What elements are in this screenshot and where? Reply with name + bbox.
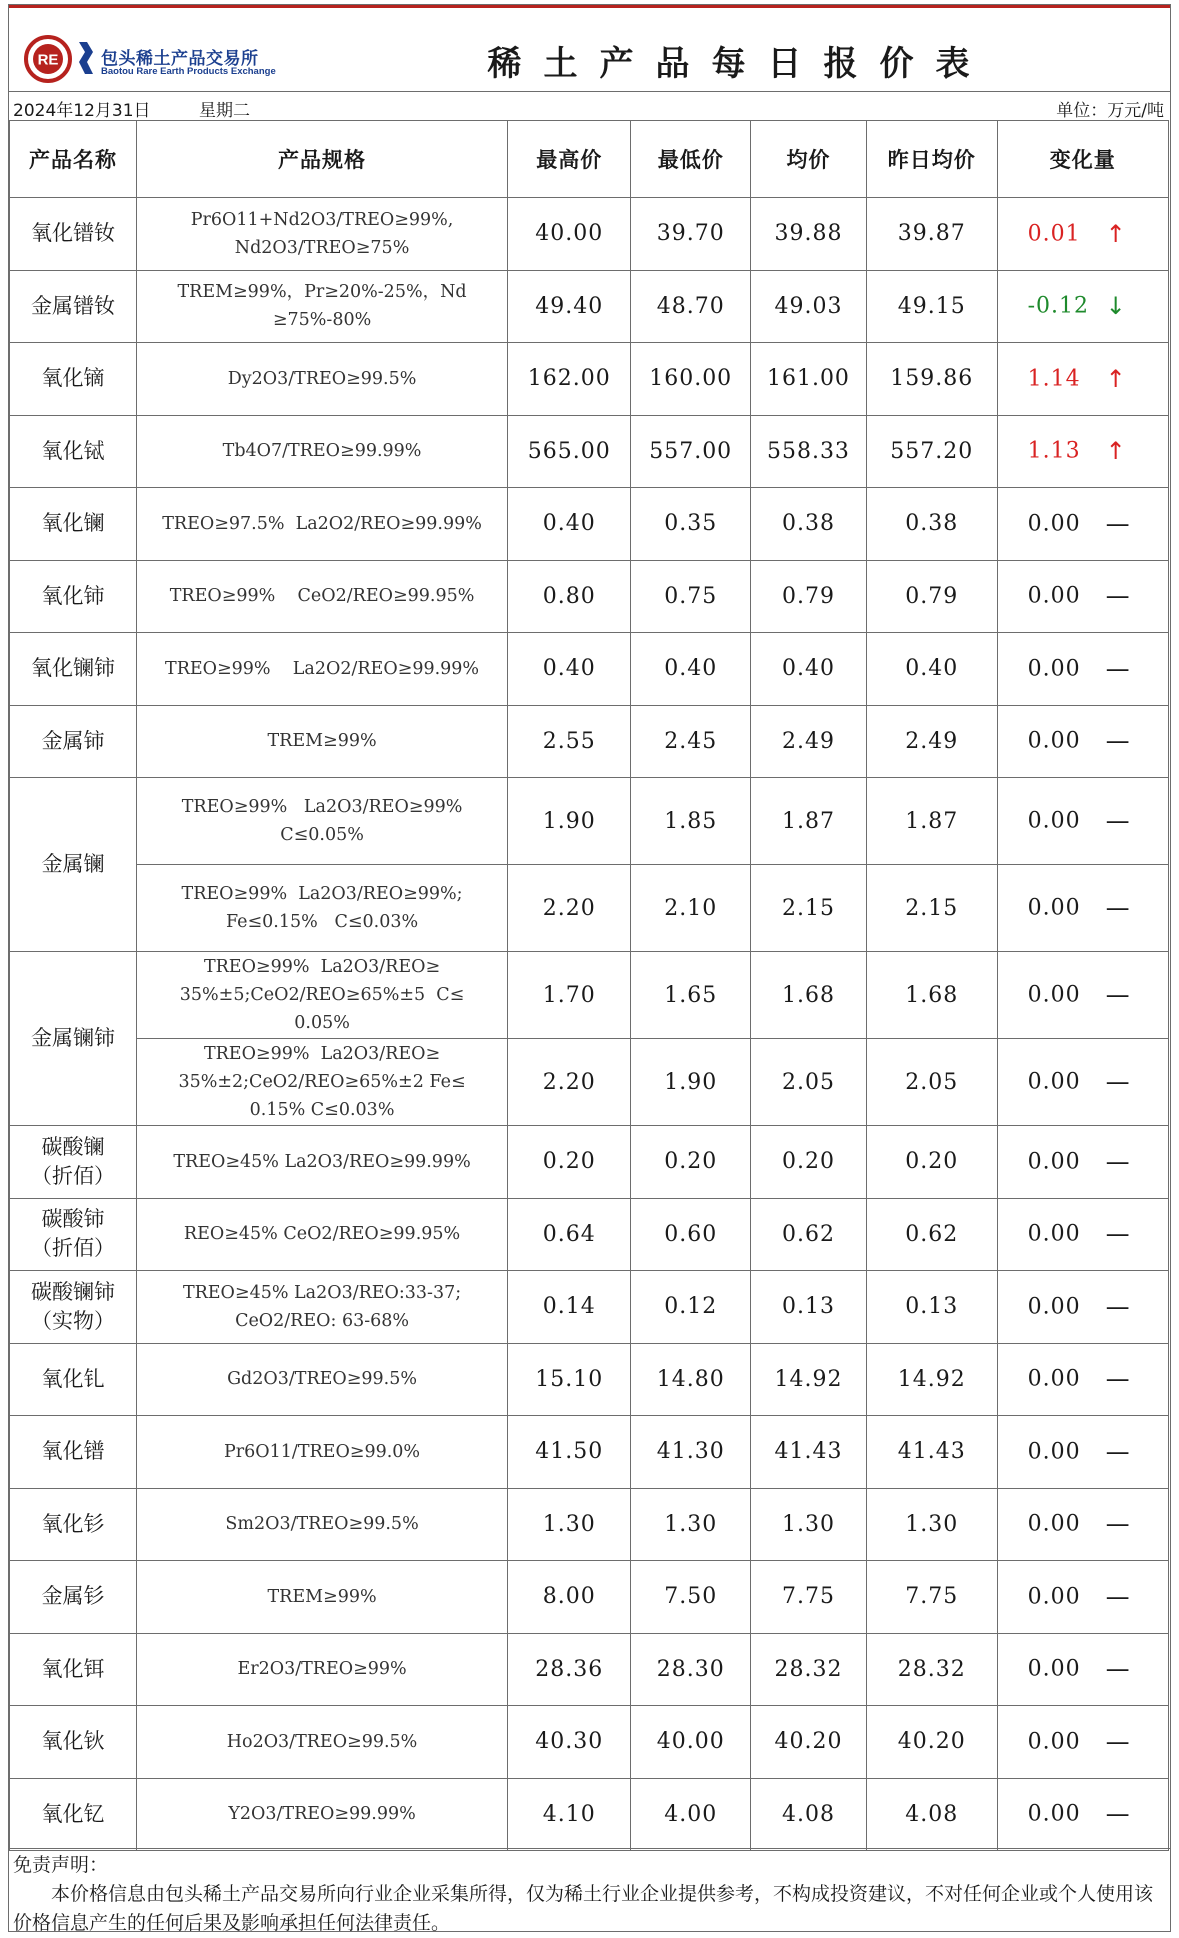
re-logo-icon <box>23 34 73 84</box>
price-avg: 7.75 <box>751 1561 867 1634</box>
price-prev-avg: 0.20 <box>866 1126 997 1199</box>
col-header-name: 产品名称 <box>10 121 137 198</box>
price-low: 0.60 <box>631 1198 751 1271</box>
meta-bar <box>9 91 1170 121</box>
product-spec <box>136 1633 507 1706</box>
dash-icon: — <box>1105 509 1130 538</box>
price-prev-avg: 4.08 <box>866 1778 997 1851</box>
product-name-line: 氧化镨 <box>41 1439 105 1464</box>
price-avg: 2.05 <box>751 1039 867 1126</box>
product-name-line: 金属镧铈 <box>30 1026 115 1050</box>
table-row <box>10 1561 1169 1634</box>
price-high: 0.14 <box>508 1271 631 1344</box>
table-row <box>10 415 1169 488</box>
price-high: 0.80 <box>508 560 631 633</box>
price-avg: 40.20 <box>751 1706 867 1779</box>
table-row <box>10 488 1169 561</box>
dash-icon: — <box>1105 894 1130 922</box>
price-prev-avg: 1.68 <box>866 952 997 1039</box>
product-name-line: 金属钐 <box>41 1584 105 1609</box>
price-change <box>997 1343 1168 1416</box>
product-name-line: 氧化钬 <box>41 1729 105 1754</box>
spec-line: TREO≥45% La2O3/REO≥99.99% <box>173 1151 471 1172</box>
price-change <box>997 1488 1168 1561</box>
spec-line: Gd2O3/TREO≥99.5% <box>227 1369 417 1390</box>
change-value: 0.01 <box>1027 221 1081 247</box>
product-spec <box>136 1778 507 1851</box>
product-spec <box>136 1126 507 1199</box>
price-low: 1.65 <box>631 952 751 1039</box>
logo-cn-text: 包头稀土产品交易所 <box>101 49 259 69</box>
arrow-up-icon: ↑ <box>1105 364 1126 393</box>
table-row <box>10 1778 1169 1851</box>
table-row <box>10 1706 1169 1779</box>
price-avg: 0.38 <box>751 488 867 561</box>
disclaimer-title: 免责声明： <box>13 1854 109 1876</box>
product-name <box>10 488 137 561</box>
product-spec <box>136 270 507 343</box>
price-high: 2.20 <box>508 865 631 952</box>
table-row <box>10 343 1169 416</box>
table-row <box>10 865 1169 952</box>
change-value: 0.00 <box>1027 982 1081 1008</box>
price-high: 0.40 <box>508 633 631 706</box>
price-avg: 0.40 <box>751 633 867 706</box>
spec-line: 35%±2;CeO2/REO≥65%±2 Fe≤ <box>178 1072 466 1092</box>
change-value: 0.00 <box>1027 1729 1081 1755</box>
change-value: 0.00 <box>1027 895 1081 921</box>
price-prev-avg: 0.13 <box>866 1271 997 1344</box>
product-spec <box>136 1561 507 1634</box>
price-change <box>997 270 1168 343</box>
price-low: 39.70 <box>631 198 751 271</box>
spec-line: REO≥45% CeO2/REO≥99.95% <box>183 1224 461 1245</box>
arrow-up-icon: ↑ <box>1105 219 1126 248</box>
price-low: 0.20 <box>631 1126 751 1199</box>
table-row <box>10 1271 1169 1344</box>
arrow-up-icon: ↑ <box>1105 437 1126 466</box>
price-avg: 1.68 <box>751 952 867 1039</box>
spec-line: Tb4O7/TREO≥99.99% <box>222 441 422 462</box>
price-low: 0.35 <box>631 488 751 561</box>
spec-line: TREO≥99% La2O3/REO≥99% <box>181 797 463 817</box>
product-spec <box>136 488 507 561</box>
report-weekday: 星期二 <box>199 101 250 121</box>
price-high: 0.40 <box>508 488 631 561</box>
product-spec <box>136 1416 507 1489</box>
dash-icon: — <box>1105 1068 1130 1096</box>
price-low: 1.90 <box>631 1039 751 1126</box>
spec-line: TREO≥99% CeO2/REO≥99.95% <box>169 586 475 607</box>
disclaimer-body: 本价格信息由包头稀土产品交易所向行业企业采集所得，仅为稀土行业企业提供参考，不构成投资建议，不对任何企业或个人使用该价格信息产生的任何后果及影响承担任何法律责任。 <box>13 1883 1154 1934</box>
price-table-body <box>10 198 1169 1851</box>
price-high: 49.40 <box>508 270 631 343</box>
table-row <box>10 198 1169 271</box>
dash-icon: — <box>1105 1582 1130 1611</box>
price-change <box>997 952 1168 1039</box>
col-header-high: 最高价 <box>508 121 631 198</box>
table-row <box>10 705 1169 778</box>
product-name <box>10 1126 137 1199</box>
spec-line: ≥75%-80% <box>272 310 372 331</box>
price-prev-avg: 28.32 <box>866 1633 997 1706</box>
price-change <box>997 198 1168 271</box>
price-low: 40.00 <box>631 1706 751 1779</box>
product-name-line: 金属镧 <box>41 852 105 876</box>
product-spec <box>136 1343 507 1416</box>
price-prev-avg: 0.62 <box>866 1198 997 1271</box>
product-name <box>10 1633 137 1706</box>
spec-line: TREO≥45% La2O3/REO:33-37; <box>182 1282 462 1303</box>
price-table <box>9 120 1169 1851</box>
table-row <box>10 633 1169 706</box>
product-spec <box>136 1039 507 1126</box>
price-change <box>997 415 1168 488</box>
product-name <box>10 778 137 952</box>
price-high: 4.10 <box>508 1778 631 1851</box>
price-high: 1.30 <box>508 1488 631 1561</box>
price-avg: 2.15 <box>751 865 867 952</box>
change-value: 0.00 <box>1027 728 1081 754</box>
dash-icon: — <box>1105 1437 1130 1466</box>
price-change <box>997 1416 1168 1489</box>
price-low: 2.10 <box>631 865 751 952</box>
table-row <box>10 1039 1169 1126</box>
product-spec <box>136 1198 507 1271</box>
spec-line: Nd2O3/TREO≥75% <box>234 237 410 258</box>
spec-line: Dy2O3/TREO≥99.5% <box>227 368 417 389</box>
product-spec <box>136 633 507 706</box>
col-header-spec: 产品规格 <box>136 121 507 198</box>
table-row <box>10 778 1169 865</box>
product-name <box>10 198 137 271</box>
price-low: 1.85 <box>631 778 751 865</box>
product-name-line: 金属镨钕 <box>30 293 115 318</box>
spec-line: Sm2O3/TREO≥99.5% <box>225 1514 419 1535</box>
product-name-line: 氧化镧 <box>41 511 105 536</box>
change-value: 0.00 <box>1027 1366 1081 1392</box>
price-avg: 558.33 <box>751 415 867 488</box>
price-change <box>997 488 1168 561</box>
price-avg: 161.00 <box>751 343 867 416</box>
product-name <box>10 1343 137 1416</box>
product-spec <box>136 198 507 271</box>
dash-icon: — <box>1105 1220 1130 1249</box>
change-value: -0.12 <box>1027 293 1089 319</box>
change-value: 0.00 <box>1027 583 1081 609</box>
product-name-line: 金属铈 <box>41 728 105 753</box>
price-avg: 1.30 <box>751 1488 867 1561</box>
price-low: 557.00 <box>631 415 751 488</box>
price-prev-avg: 0.40 <box>866 633 997 706</box>
dash-icon: — <box>1105 1800 1130 1829</box>
price-avg: 0.79 <box>751 560 867 633</box>
price-low: 14.80 <box>631 1343 751 1416</box>
product-spec <box>136 778 507 865</box>
product-name <box>10 270 137 343</box>
dash-icon: — <box>1105 654 1130 683</box>
price-high: 28.36 <box>508 1633 631 1706</box>
price-low: 48.70 <box>631 270 751 343</box>
price-prev-avg: 159.86 <box>866 343 997 416</box>
spec-line: TREO≥99% La2O3/REO≥ <box>203 1044 441 1064</box>
product-name <box>10 1271 137 1344</box>
arrow-down-icon: ↓ <box>1105 292 1126 321</box>
price-low: 7.50 <box>631 1561 751 1634</box>
table-row <box>10 1488 1169 1561</box>
price-change <box>997 705 1168 778</box>
change-value: 0.00 <box>1027 1069 1081 1095</box>
price-change <box>997 1706 1168 1779</box>
price-high: 8.00 <box>508 1561 631 1634</box>
change-value: 0.00 <box>1027 1221 1081 1247</box>
product-name-line: 氧化铒 <box>41 1656 105 1681</box>
product-name <box>10 1488 137 1561</box>
spec-line: TREM≥99% <box>267 1586 377 1607</box>
product-spec <box>136 865 507 952</box>
product-spec <box>136 952 507 1039</box>
price-high: 162.00 <box>508 343 631 416</box>
product-name-line: 碳酸铈 <box>41 1207 105 1232</box>
price-high: 40.00 <box>508 198 631 271</box>
spec-line: 0.05% <box>294 1013 350 1033</box>
price-avg: 0.62 <box>751 1198 867 1271</box>
price-prev-avg: 40.20 <box>866 1706 997 1779</box>
price-low: 160.00 <box>631 343 751 416</box>
spec-line: Er2O3/TREO≥99% <box>237 1659 407 1680</box>
price-avg: 49.03 <box>751 270 867 343</box>
price-prev-avg: 1.87 <box>866 778 997 865</box>
dash-icon: — <box>1105 1147 1130 1176</box>
price-low: 28.30 <box>631 1633 751 1706</box>
table-header-row <box>10 121 1169 198</box>
spec-line: TREO≥99% La2O2/REO≥99.99% <box>165 658 480 679</box>
product-spec <box>136 705 507 778</box>
change-value: 0.00 <box>1027 656 1081 682</box>
price-low: 4.00 <box>631 1778 751 1851</box>
price-low: 0.75 <box>631 560 751 633</box>
table-row <box>10 1343 1169 1416</box>
table-row <box>10 1126 1169 1199</box>
spec-line: TREM≥99% <box>267 731 377 752</box>
change-value: 0.00 <box>1027 1656 1081 1682</box>
dash-icon: — <box>1105 981 1130 1009</box>
price-change <box>997 1198 1168 1271</box>
table-row <box>10 1416 1169 1489</box>
spec-line: TREO≥97.5% La2O2/REO≥99.99% <box>162 513 482 534</box>
price-avg: 0.13 <box>751 1271 867 1344</box>
change-value: 0.00 <box>1027 1294 1081 1320</box>
price-avg: 0.20 <box>751 1126 867 1199</box>
spec-line: TREO≥99% La2O3/REO≥99%; <box>181 884 463 904</box>
price-low: 2.45 <box>631 705 751 778</box>
price-low: 0.12 <box>631 1271 751 1344</box>
product-name-line: 氧化钐 <box>41 1511 105 1536</box>
price-avg: 39.88 <box>751 198 867 271</box>
table-row <box>10 560 1169 633</box>
dash-icon: — <box>1105 1655 1130 1684</box>
dash-icon: — <box>1105 1510 1130 1539</box>
price-change <box>997 1561 1168 1634</box>
change-value: 0.00 <box>1027 1511 1081 1537</box>
page-title: 稀土产品每日报价表 <box>487 44 992 84</box>
price-high: 40.30 <box>508 1706 631 1779</box>
change-value: 0.00 <box>1027 1584 1081 1610</box>
price-high: 0.64 <box>508 1198 631 1271</box>
product-name-line: （折佰） <box>30 1163 115 1188</box>
report-date: 2024年12月31日 <box>13 101 151 121</box>
col-header-change: 变化量 <box>997 121 1168 198</box>
price-high: 15.10 <box>508 1343 631 1416</box>
price-change <box>997 1126 1168 1199</box>
product-name <box>10 1416 137 1489</box>
price-prev-avg: 49.15 <box>866 270 997 343</box>
price-avg: 1.87 <box>751 778 867 865</box>
col-header-avg: 均价 <box>751 121 867 198</box>
product-name <box>10 560 137 633</box>
change-value: 0.00 <box>1027 1149 1081 1175</box>
col-header-low: 最低价 <box>631 121 751 198</box>
product-spec <box>136 1271 507 1344</box>
price-prev-avg: 2.05 <box>866 1039 997 1126</box>
product-name-line: 氧化镝 <box>41 366 105 391</box>
price-prev-avg: 0.38 <box>866 488 997 561</box>
product-spec <box>136 415 507 488</box>
dash-icon: — <box>1105 807 1130 835</box>
price-high: 2.55 <box>508 705 631 778</box>
change-value: 0.00 <box>1027 1801 1081 1827</box>
price-prev-avg: 2.49 <box>866 705 997 778</box>
product-name-line: 氧化铽 <box>41 438 105 463</box>
price-change <box>997 560 1168 633</box>
price-change <box>997 1633 1168 1706</box>
price-prev-avg: 0.79 <box>866 560 997 633</box>
product-spec <box>136 343 507 416</box>
spec-line: 35%±5;CeO2/REO≥65%±5 C≤ <box>179 985 465 1005</box>
table-row <box>10 270 1169 343</box>
price-avg: 28.32 <box>751 1633 867 1706</box>
table-row <box>10 952 1169 1039</box>
price-unit: 单位：万元/吨 <box>1056 101 1164 121</box>
price-high: 1.90 <box>508 778 631 865</box>
price-high: 1.70 <box>508 952 631 1039</box>
change-value: 1.13 <box>1027 438 1081 464</box>
product-name-line: 氧化镨钕 <box>30 221 115 246</box>
product-name <box>10 952 137 1126</box>
price-prev-avg: 2.15 <box>866 865 997 952</box>
product-name-line: （实物） <box>30 1308 115 1333</box>
logo-mark-text: RE <box>37 51 59 69</box>
product-name <box>10 1778 137 1851</box>
price-prev-avg: 39.87 <box>866 198 997 271</box>
dash-icon: — <box>1105 1365 1130 1394</box>
spec-line: TREO≥99% La2O3/REO≥ <box>203 957 441 977</box>
dash-icon: — <box>1105 1727 1130 1756</box>
product-name <box>10 1198 137 1271</box>
change-value: 0.00 <box>1027 1439 1081 1465</box>
price-change <box>997 633 1168 706</box>
dash-icon: — <box>1105 582 1130 611</box>
product-name-line: 氧化镧铈 <box>30 656 115 681</box>
spec-line: Pr6O11/TREO≥99.0% <box>224 1441 421 1462</box>
price-avg: 41.43 <box>751 1416 867 1489</box>
col-header-prev-avg: 昨日均价 <box>866 121 997 198</box>
product-name <box>10 633 137 706</box>
product-name <box>10 343 137 416</box>
table-row <box>10 1198 1169 1271</box>
logo-en-text: Baotou Rare Earth Products Exchange <box>101 66 276 77</box>
product-name <box>10 1706 137 1779</box>
header <box>9 8 1170 91</box>
price-high: 0.20 <box>508 1126 631 1199</box>
dash-icon: — <box>1105 1292 1130 1321</box>
spec-line: Y2O3/TREO≥99.99% <box>228 1804 416 1825</box>
logo-swoosh-icon <box>77 40 97 76</box>
product-name <box>10 415 137 488</box>
price-avg: 4.08 <box>751 1778 867 1851</box>
disclaimer <box>9 1848 1170 1933</box>
price-change <box>997 778 1168 865</box>
price-prev-avg: 557.20 <box>866 415 997 488</box>
dash-icon: — <box>1105 727 1130 756</box>
table-row <box>10 1633 1169 1706</box>
change-value: 0.00 <box>1027 808 1081 834</box>
spec-line: Fe≤0.15% C≤0.03% <box>225 912 419 932</box>
product-name-line: 碳酸镧 <box>41 1134 105 1159</box>
price-prev-avg: 7.75 <box>866 1561 997 1634</box>
price-prev-avg: 41.43 <box>866 1416 997 1489</box>
product-name-line: 氧化钆 <box>41 1366 105 1391</box>
price-change <box>997 343 1168 416</box>
product-name-line: 碳酸镧铈 <box>30 1279 115 1304</box>
price-change <box>997 1778 1168 1851</box>
price-low: 41.30 <box>631 1416 751 1489</box>
product-name-line: 氧化钇 <box>41 1801 105 1826</box>
price-prev-avg: 14.92 <box>866 1343 997 1416</box>
price-high: 2.20 <box>508 1039 631 1126</box>
spec-line: TREM≥99%，Pr≥20%-25%，Nd <box>177 282 467 303</box>
spec-line: C≤0.05% <box>280 825 364 845</box>
spec-line: CeO2/REO: 63-68% <box>235 1310 410 1331</box>
price-avg: 14.92 <box>751 1343 867 1416</box>
change-value: 0.00 <box>1027 511 1081 537</box>
product-name-line: （折佰） <box>30 1236 115 1261</box>
product-spec <box>136 1706 507 1779</box>
spec-line: Pr6O11+Nd2O3/TREO≥99%, <box>190 209 454 230</box>
price-prev-avg: 1.30 <box>866 1488 997 1561</box>
price-change <box>997 1271 1168 1344</box>
product-name <box>10 705 137 778</box>
product-name-line: 氧化铈 <box>41 583 105 608</box>
spec-line: 0.15% C≤0.03% <box>249 1100 395 1120</box>
product-spec <box>136 560 507 633</box>
price-high: 41.50 <box>508 1416 631 1489</box>
price-change <box>997 865 1168 952</box>
change-value: 1.14 <box>1027 366 1081 392</box>
price-avg: 2.49 <box>751 705 867 778</box>
price-sheet <box>8 4 1171 1932</box>
price-high: 565.00 <box>508 415 631 488</box>
spec-line: Ho2O3/TREO≥99.5% <box>226 1731 418 1752</box>
product-spec <box>136 1488 507 1561</box>
exchange-logo <box>23 34 283 84</box>
product-name <box>10 1561 137 1634</box>
price-low: 0.40 <box>631 633 751 706</box>
price-change <box>997 1039 1168 1126</box>
price-low: 1.30 <box>631 1488 751 1561</box>
